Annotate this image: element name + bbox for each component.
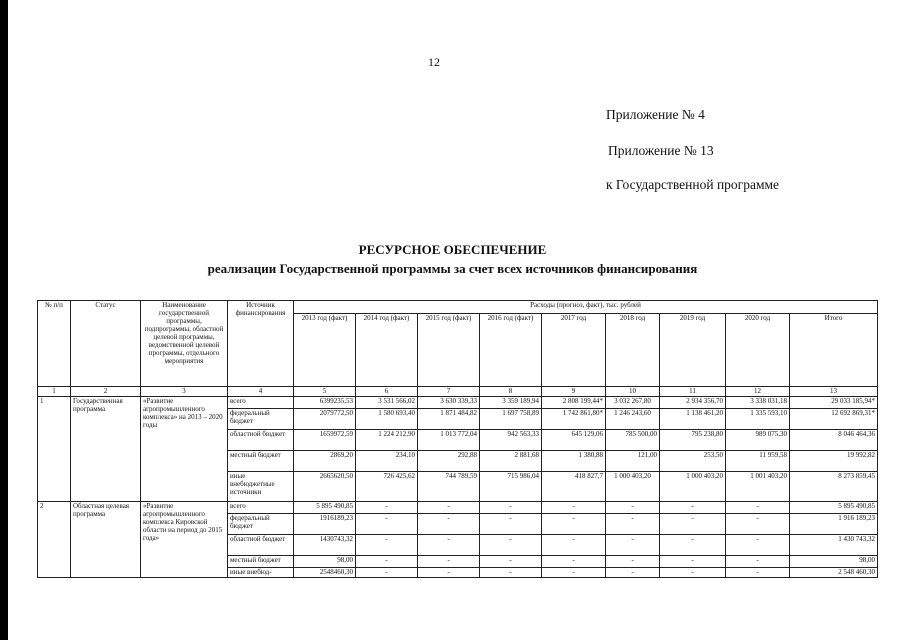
header-year: 2014 год (факт) bbox=[356, 314, 418, 387]
cell-dash: - bbox=[480, 568, 542, 578]
cell-dash: - bbox=[480, 514, 542, 535]
row-status: Областная целевая программа bbox=[71, 502, 141, 578]
col-number: 13 bbox=[790, 387, 878, 397]
row-number: 1 bbox=[38, 397, 71, 502]
cell-value: 6399235,53 bbox=[294, 397, 356, 409]
row-source: областной бюджет bbox=[228, 430, 294, 451]
cell-value: 1 000 403,20 bbox=[606, 472, 660, 502]
appendix-line-1: Приложение № 4 bbox=[606, 107, 705, 122]
cell-dash: - bbox=[660, 568, 726, 578]
col-number: 3 bbox=[141, 387, 228, 397]
header-status: Статус bbox=[71, 301, 141, 387]
row-program-name: «Развитие агропромышленного комплекса Кировской области на период до 2015 года» bbox=[141, 502, 228, 578]
cell-total: 29 033 185,94* bbox=[790, 397, 878, 409]
header-year: 2016 год (факт) bbox=[480, 314, 542, 387]
header-year: 2017 год bbox=[542, 314, 606, 387]
cell-total: 12 692 869,31* bbox=[790, 409, 878, 430]
cell-dash: - bbox=[480, 556, 542, 568]
row-source: всего bbox=[228, 397, 294, 409]
col-number: 9 bbox=[542, 387, 606, 397]
row-source: иные внебюд- bbox=[228, 568, 294, 578]
row-source: всего bbox=[228, 502, 294, 514]
header-year: 2019 год bbox=[660, 314, 726, 387]
appendix-line-2: Приложение № 13 bbox=[608, 143, 714, 158]
cell-dash: - bbox=[726, 535, 790, 556]
cell-value: 3 338 031,18 bbox=[726, 397, 790, 409]
cell-value: 11 959,58 bbox=[726, 451, 790, 472]
cell-value: 1 001 403,20 bbox=[726, 472, 790, 502]
cell-value: 645 129,06 bbox=[542, 430, 606, 451]
cell-dash: - bbox=[356, 568, 418, 578]
cell-dash: - bbox=[542, 556, 606, 568]
header-year: 2015 год (факт) bbox=[418, 314, 480, 387]
page-number: 12 bbox=[428, 55, 440, 69]
cell-value: 1 246 243,60 bbox=[606, 409, 660, 430]
cell-value: 744 789,59 bbox=[418, 472, 480, 502]
cell-value: 785 500,00 bbox=[606, 430, 660, 451]
cell-total: 98,00 bbox=[790, 556, 878, 568]
cell-dash: - bbox=[606, 556, 660, 568]
row-source: местный бюджет bbox=[228, 451, 294, 472]
cell-dash: - bbox=[480, 502, 542, 514]
table-row bbox=[38, 397, 878, 409]
cell-value: 1 138 461,20 bbox=[660, 409, 726, 430]
header-num: № п/п bbox=[38, 301, 71, 387]
resources-table bbox=[37, 300, 878, 578]
cell-dash: - bbox=[356, 514, 418, 535]
cell-dash: - bbox=[660, 556, 726, 568]
row-source: федеральный бюджет bbox=[228, 409, 294, 430]
header-row-1 bbox=[38, 301, 878, 314]
cell-total: 1 430 743,32 bbox=[790, 535, 878, 556]
col-number: 4 bbox=[228, 387, 294, 397]
cell-dash: - bbox=[660, 502, 726, 514]
header-year: 2013 год (факт) bbox=[294, 314, 356, 387]
col-number: 1 bbox=[38, 387, 71, 397]
cell-value: 2079772,50 bbox=[294, 409, 356, 430]
cell-total: 8 046 464,36 bbox=[790, 430, 878, 451]
cell-value: 1 000 403,20 bbox=[660, 472, 726, 502]
col-number: 12 bbox=[726, 387, 790, 397]
cell-value: 2665620,50 bbox=[294, 472, 356, 502]
row-status: Государственная программа bbox=[71, 397, 141, 502]
header-year: 2020 год bbox=[726, 314, 790, 387]
cell-value: 2869,20 bbox=[294, 451, 356, 472]
cell-dash: - bbox=[660, 535, 726, 556]
col-number: 6 bbox=[356, 387, 418, 397]
header-source: Источник финансирования bbox=[228, 301, 294, 387]
header-expenses: Расходы (прогноз, факт), тыс. рублей bbox=[294, 301, 878, 314]
cell-dash: - bbox=[356, 535, 418, 556]
row-number: 2 bbox=[38, 502, 71, 578]
appendix-line-3: к Государственной программе bbox=[606, 177, 780, 192]
cell-dash: - bbox=[726, 502, 790, 514]
cell-dash: - bbox=[356, 502, 418, 514]
col-number: 11 bbox=[660, 387, 726, 397]
cell-value: 234,10 bbox=[356, 451, 418, 472]
cell-dash: - bbox=[418, 556, 480, 568]
cell-value: 2548460,30 bbox=[294, 568, 356, 578]
cell-dash: - bbox=[418, 514, 480, 535]
cell-dash: - bbox=[606, 514, 660, 535]
header-total: Итого bbox=[790, 314, 878, 387]
col-number: 5 bbox=[294, 387, 356, 397]
cell-dash: - bbox=[606, 535, 660, 556]
cell-dash: - bbox=[542, 502, 606, 514]
cell-value: 715 986,04 bbox=[480, 472, 542, 502]
row-program-name: «Развитие агропромышленного комплекса» на 2013 – 2020 годы bbox=[141, 397, 228, 502]
cell-value: 1 335 593,10 bbox=[726, 409, 790, 430]
cell-dash: - bbox=[542, 568, 606, 578]
cell-dash: - bbox=[726, 556, 790, 568]
cell-value: 418 827,7 bbox=[542, 472, 606, 502]
cell-value: 1 742 861,80* bbox=[542, 409, 606, 430]
cell-value: 726 425,62 bbox=[356, 472, 418, 502]
cell-dash: - bbox=[726, 568, 790, 578]
cell-value: 121,00 bbox=[606, 451, 660, 472]
row-source: иные внебюджетные источники bbox=[228, 472, 294, 502]
cell-value: 3 032 267,80 bbox=[606, 397, 660, 409]
cell-total: 1 916 189,23 bbox=[790, 514, 878, 535]
cell-dash: - bbox=[606, 568, 660, 578]
column-numbers-row bbox=[38, 387, 878, 397]
cell-dash: - bbox=[356, 556, 418, 568]
cell-value: 1 580 693,40 bbox=[356, 409, 418, 430]
cell-value: 1916189,23 bbox=[294, 514, 356, 535]
cell-value: 3 359 189,94 bbox=[480, 397, 542, 409]
cell-value: 2 808 199,44* bbox=[542, 397, 606, 409]
col-number: 10 bbox=[606, 387, 660, 397]
cell-dash: - bbox=[418, 502, 480, 514]
col-number: 2 bbox=[71, 387, 141, 397]
cell-dash: - bbox=[418, 568, 480, 578]
document-subtitle: реализации Государственной программы за счет всех источников финансирования bbox=[207, 261, 698, 276]
row-source: местный бюджет bbox=[228, 556, 294, 568]
cell-dash: - bbox=[726, 514, 790, 535]
cell-value: 942 563,33 bbox=[480, 430, 542, 451]
cell-dash: - bbox=[606, 502, 660, 514]
col-number: 8 bbox=[480, 387, 542, 397]
cell-dash: - bbox=[480, 535, 542, 556]
cell-value: 1 697 758,89 bbox=[480, 409, 542, 430]
table-row bbox=[38, 502, 878, 514]
cell-value: 795 238,80 bbox=[660, 430, 726, 451]
cell-value: 1 380,88 bbox=[542, 451, 606, 472]
cell-value: 98,00 bbox=[294, 556, 356, 568]
cell-dash: - bbox=[418, 535, 480, 556]
cell-value: 1 871 484,82 bbox=[418, 409, 480, 430]
cell-value: 3 531 566,02 bbox=[356, 397, 418, 409]
cell-value: 1659972,59 bbox=[294, 430, 356, 451]
header-name: Наименование государственной программы, подпрограммы, областной целевой программы, ведомственной целевой программы, отдельного мероприятия bbox=[141, 301, 228, 387]
cell-value: 1430743,32 bbox=[294, 535, 356, 556]
cell-total: 5 895 490,85 bbox=[790, 502, 878, 514]
cell-value: 2 881,68 bbox=[480, 451, 542, 472]
row-source: областной бюджет bbox=[228, 535, 294, 556]
cell-value: 989 075,30 bbox=[726, 430, 790, 451]
left-border-bar bbox=[0, 0, 8, 640]
cell-value: 1 224 212,90 bbox=[356, 430, 418, 451]
document-title: РЕСУРСНОЕ ОБЕСПЕЧЕНИЕ bbox=[358, 242, 547, 257]
row-source: федеральный бюджет bbox=[228, 514, 294, 535]
cell-total: 8 273 859,45 bbox=[790, 472, 878, 502]
cell-dash: - bbox=[542, 535, 606, 556]
cell-value: 1 013 772,04 bbox=[418, 430, 480, 451]
cell-value: 5 895 490,85 bbox=[294, 502, 356, 514]
cell-dash: - bbox=[660, 514, 726, 535]
header-year: 2018 год bbox=[606, 314, 660, 387]
cell-dash: - bbox=[542, 514, 606, 535]
cell-total: 2 548 460,30 bbox=[790, 568, 878, 578]
cell-total: 19 992,82 bbox=[790, 451, 878, 472]
col-number: 7 bbox=[418, 387, 480, 397]
cell-value: 2 934 356,70 bbox=[660, 397, 726, 409]
cell-value: 3 630 339,33 bbox=[418, 397, 480, 409]
cell-value: 292,88 bbox=[418, 451, 480, 472]
cell-value: 253,50 bbox=[660, 451, 726, 472]
